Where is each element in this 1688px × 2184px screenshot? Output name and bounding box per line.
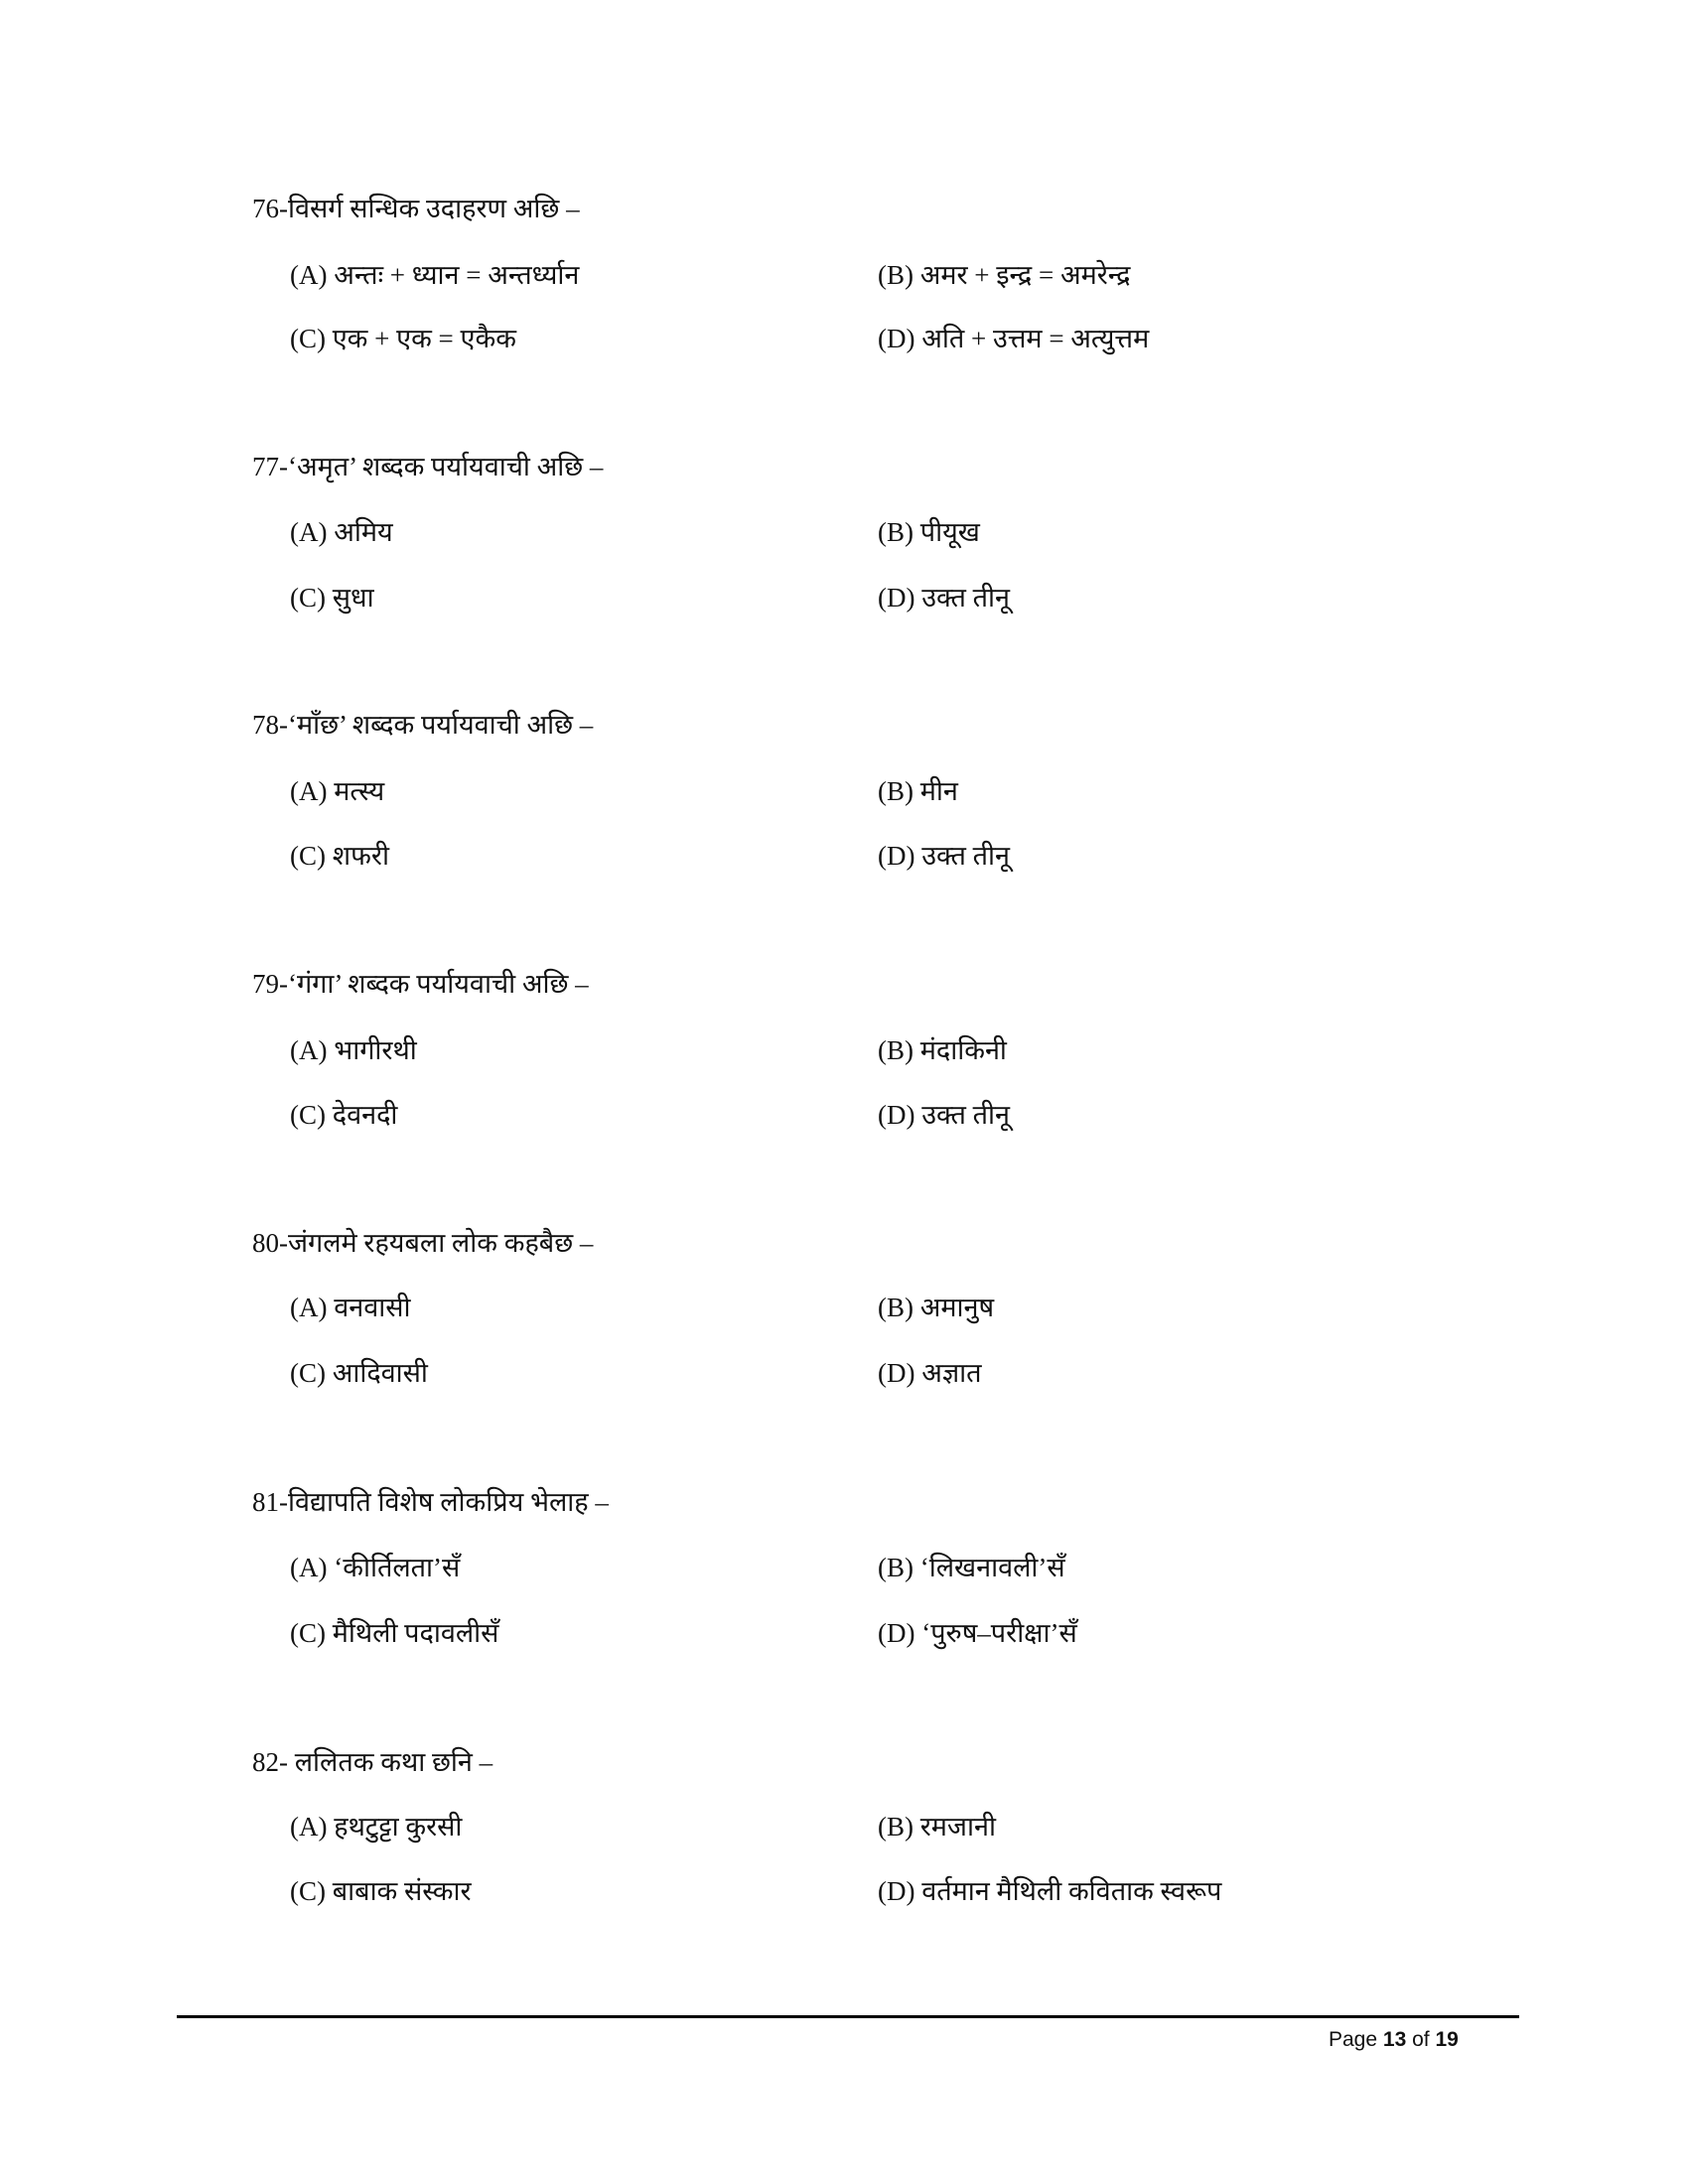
page-current: 13 xyxy=(1382,2028,1407,2051)
option-b: (B) रमजानी xyxy=(878,1812,996,1842)
option-c: (C) एक + एक = एकैक xyxy=(290,324,516,353)
option-c: (C) बाबाक संस्कार xyxy=(290,1876,472,1906)
option-d: (D) उक्त तीनू xyxy=(878,841,1011,871)
option-a: (A) मत्स्य xyxy=(290,776,385,806)
option-c: (C) मैथिली पदावलीसँ xyxy=(290,1618,499,1648)
option-d: (D) उक्त तीनू xyxy=(878,1100,1011,1130)
option-d: (D) ‘पुरुष–परीक्षा’सँ xyxy=(878,1618,1077,1648)
option-a: (A) ‘कीर्तिलता’सँ xyxy=(290,1553,461,1582)
question-text: 82- ललितक कथा छनि – xyxy=(252,1747,493,1777)
option-c: (C) आदिवासी xyxy=(290,1358,428,1388)
option-b: (B) मीन xyxy=(878,776,958,806)
option-b: (B) मंदाकिनी xyxy=(878,1035,1007,1065)
option-a: (A) अमिय xyxy=(290,517,393,547)
option-c: (C) शफरी xyxy=(290,841,389,871)
option-d: (D) अति + उत्तम = अत्युत्तम xyxy=(878,324,1150,353)
question-text: 81-विद्यापति विशेष लोकप्रिय भेलाह – xyxy=(252,1487,609,1517)
question-text: 76-विसर्ग सन्धिक उदाहरण अछि – xyxy=(252,194,580,223)
question-text: 77-‘अमृत’ शब्दक पर्यायवाची अछि – xyxy=(252,452,604,481)
footer-divider xyxy=(177,2015,1519,2018)
question-text: 79-‘गंगा’ शब्दक पर्यायवाची अछि – xyxy=(252,969,589,999)
page-of: of xyxy=(1406,2028,1436,2051)
option-d: (D) अज्ञात xyxy=(878,1358,982,1388)
question-text: 80-जंगलमे रहयबला लोक कहबैछ – xyxy=(252,1228,594,1258)
option-b: (B) अमर + इन्द्र = अमरेन्द्र xyxy=(878,260,1131,290)
option-b: (B) ‘लिखनावली’सँ xyxy=(878,1553,1065,1582)
option-b: (B) अमानुष xyxy=(878,1293,995,1322)
option-d: (D) वर्तमान मैथिली कविताक स्वरूप xyxy=(878,1876,1222,1906)
page-total: 19 xyxy=(1435,2028,1459,2051)
option-c: (C) सुधा xyxy=(290,583,374,613)
option-a: (A) हथटुट्टा कुरसी xyxy=(290,1812,463,1842)
option-c: (C) देवनदी xyxy=(290,1100,398,1130)
page-prefix: Page xyxy=(1329,2028,1383,2051)
option-d: (D) उक्त तीनू xyxy=(878,583,1011,613)
page-number xyxy=(1329,2027,1459,2053)
question-text: 78-‘माँछ’ शब्दक पर्यायवाची अछि – xyxy=(252,710,594,740)
option-a: (A) अन्तः + ध्यान = अन्तर्ध्यान xyxy=(290,260,580,290)
option-a: (A) वनवासी xyxy=(290,1293,411,1322)
option-a: (A) भागीरथी xyxy=(290,1035,417,1065)
option-b: (B) पीयूख xyxy=(878,517,980,547)
